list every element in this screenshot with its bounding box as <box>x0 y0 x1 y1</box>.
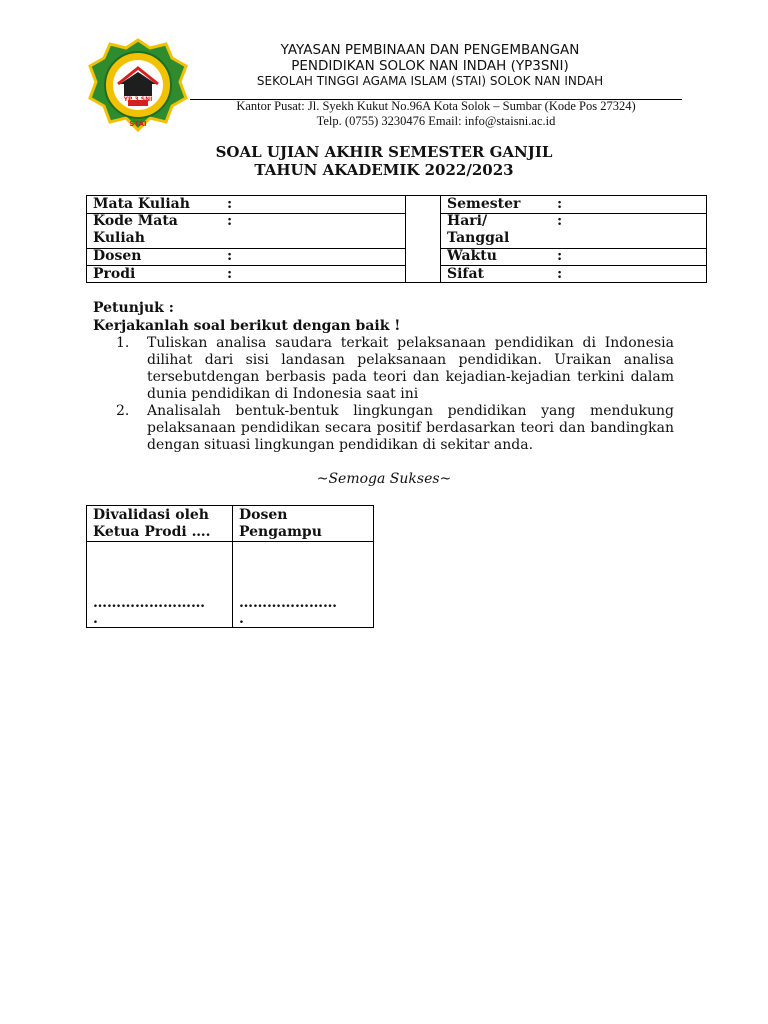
contact-line: Telp. (0755) 3230476 Email: info@staisni.ac.id <box>316 114 556 128</box>
logo-subtext: STAI <box>129 120 147 128</box>
label-dosen: Dosen <box>93 248 142 264</box>
address-line: Kantor Pusat: Jl. Syekh Kukut No.96A Kota Solok – Sumbar (Kode Pos 27324) <box>236 99 636 113</box>
label-waktu: Waktu <box>447 248 497 264</box>
table-divider <box>440 196 441 282</box>
colon: : <box>227 196 233 212</box>
colon: : <box>227 266 233 282</box>
academic-year: TAHUN AKADEMIK 2022/2023 <box>254 161 514 179</box>
signature-line-prodi: …………………… <box>93 595 205 611</box>
question-text: Tuliskan analisa saudara terkait pelaksanaan pendidikan di Indonesia dilihat dari sisi landasan pelaksanaan pendidikan. Uraikan analisa tersebutdengan berbasis pada teori dan kejadian-kejadian terkini dalam dunia pendidikan di Indonesia saat ini <box>147 335 674 402</box>
lecturer-role: Pengampu <box>239 524 322 540</box>
label-kuliah: Kuliah <box>93 230 145 246</box>
colon: : <box>227 213 233 229</box>
label-kode-mata: Kode Mata <box>93 213 178 229</box>
lecturer-label: Dosen <box>239 507 288 523</box>
question-number: 2. <box>116 403 130 419</box>
signature-line-dosen: ………………… <box>239 595 337 611</box>
validator-label: Divalidasi oleh <box>93 507 209 523</box>
colon: : <box>557 196 563 212</box>
exam-info-table <box>86 195 707 283</box>
colon: : <box>557 213 563 229</box>
colon: : <box>557 266 563 282</box>
school-name: SEKOLAH TINGGI AGAMA ISLAM (STAI) SOLOK NAN INDAH <box>256 74 604 88</box>
table-divider <box>232 506 233 627</box>
logo-text: YP 3 SNI <box>123 96 153 103</box>
colon: : <box>227 248 233 264</box>
instructions-subheading: Kerjakanlah soal berikut dengan baik ! <box>93 318 401 334</box>
signature-line-end: . <box>93 611 98 627</box>
foundation-name-line2: PENDIDIKAN SOLOK NAN INDAH (YP3SNI) <box>291 58 569 74</box>
validator-role: Ketua Prodi …. <box>93 524 211 540</box>
table-divider <box>405 196 406 282</box>
institution-logo <box>88 38 188 132</box>
label-hari: Hari/ <box>447 213 488 229</box>
closing-message: ~Semoga Sukses~ <box>316 471 452 487</box>
label-mata-kuliah: Mata Kuliah <box>93 196 190 212</box>
exam-title: SOAL UJIAN AKHIR SEMESTER GANJIL <box>215 143 553 161</box>
label-tanggal: Tanggal <box>447 230 510 246</box>
question-text: Analisalah bentuk-bentuk lingkungan pendidikan yang mendukung pelaksanaan pendidikan secara positif berdasarkan teori dan bandingkan dengan situasi lingkungan pendidikan di sekitar anda. <box>147 403 674 453</box>
label-semester: Semester <box>447 196 521 212</box>
signature-line-end: . <box>239 611 244 627</box>
label-prodi: Prodi <box>93 266 136 282</box>
instructions-heading: Petunjuk : <box>93 300 174 316</box>
question-number: 1. <box>116 335 130 351</box>
foundation-name-line1: YAYASAN PEMBINAAN DAN PENGEMBANGAN <box>280 42 580 58</box>
signature-table <box>86 505 374 628</box>
label-sifat: Sifat <box>447 266 484 282</box>
colon: : <box>557 248 563 264</box>
